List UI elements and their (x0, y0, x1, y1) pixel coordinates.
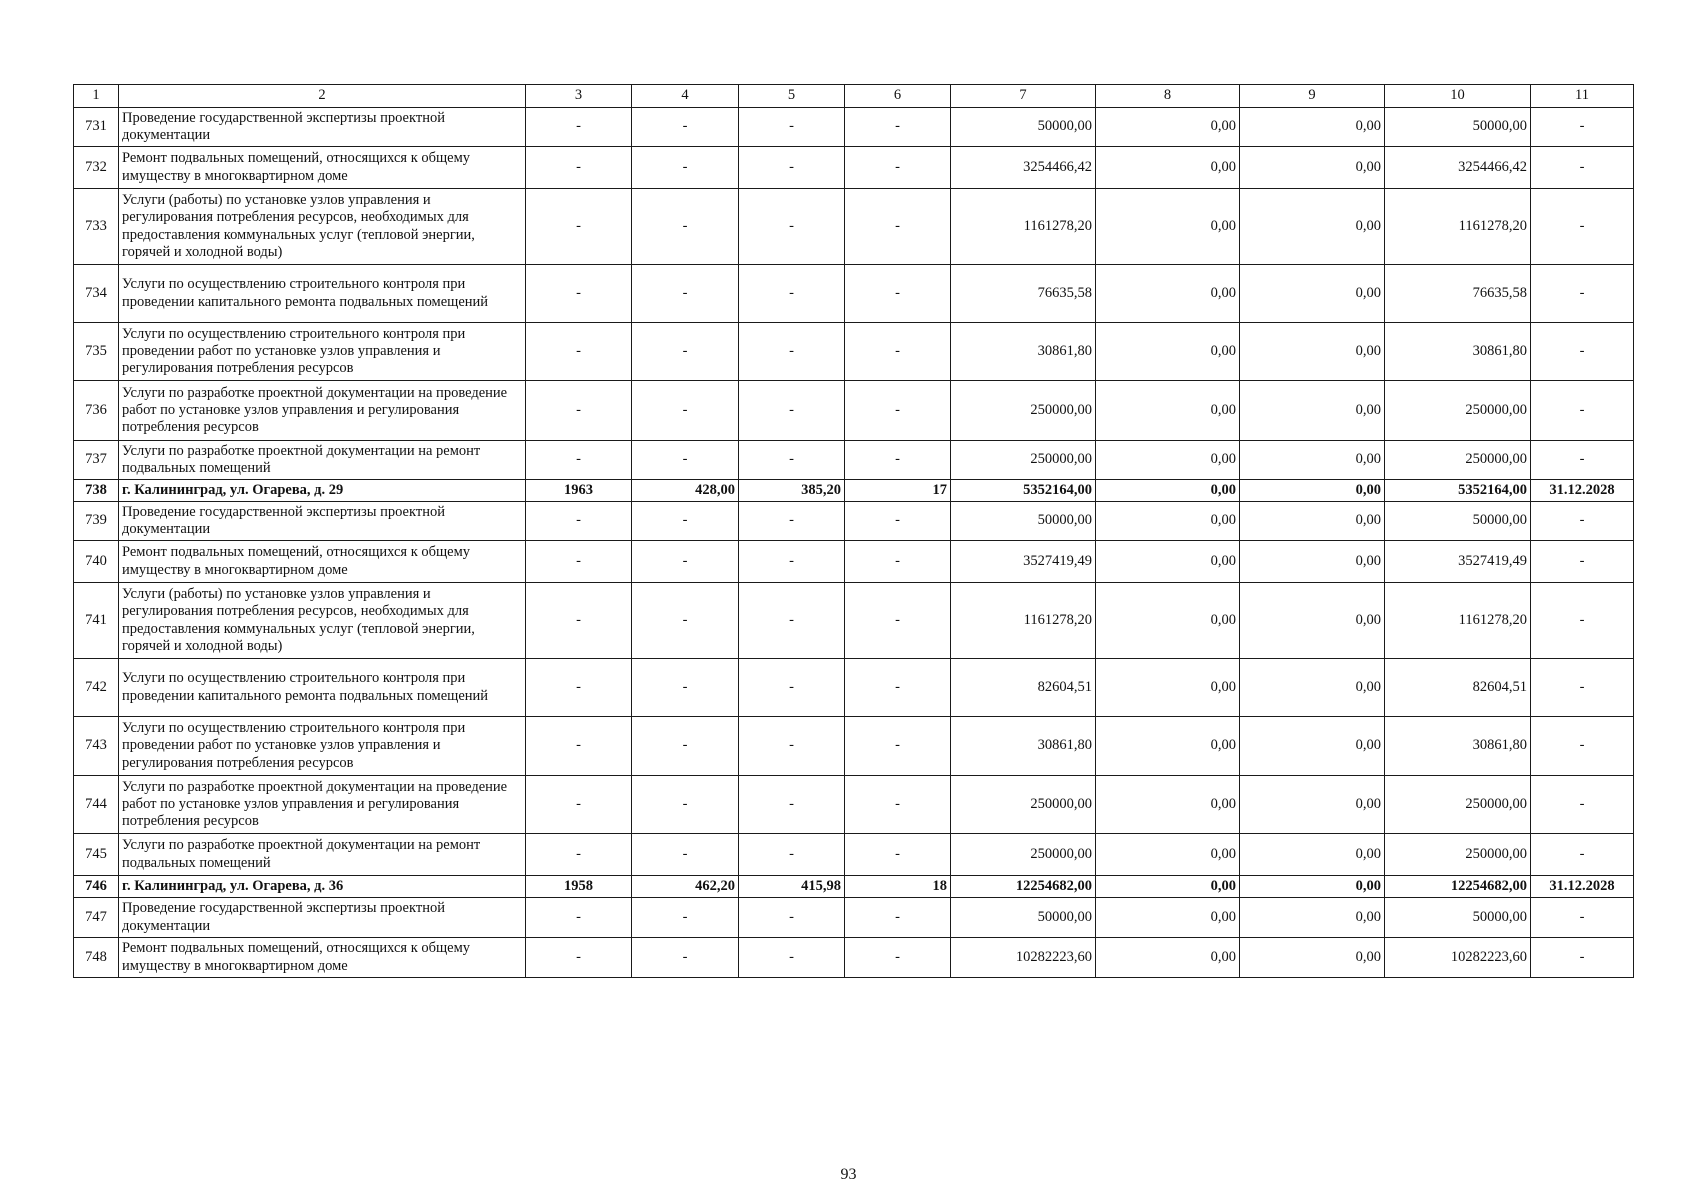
cell-col-4: - (632, 776, 739, 834)
cell-col-8: 0,00 (1096, 659, 1240, 717)
cell-col-10: 12254682,00 (1385, 876, 1531, 898)
cell-col-11: - (1531, 189, 1634, 265)
cell-col-4: - (632, 323, 739, 381)
cell-col-6: - (845, 441, 951, 480)
table-row (74, 381, 1634, 441)
cell-col-5: - (739, 583, 845, 659)
cell-col-10: 3527419,49 (1385, 541, 1531, 583)
cell-col-8: 0,00 (1096, 189, 1240, 265)
row-name: Услуги по осуществлению строительного контроля при проведении работ по установке узлов управления и регулирования потребления ресурсов (119, 323, 526, 381)
table-row (74, 898, 1634, 938)
cell-col-11: 31.12.2028 (1531, 876, 1634, 898)
cell-col-6: - (845, 717, 951, 776)
header-cell: 7 (951, 85, 1096, 108)
row-name: Услуги по осуществлению строительного контроля при проведении капитального ремонта подвальных помещений (119, 265, 526, 323)
cell-col-3: 1963 (526, 480, 632, 502)
table-row (74, 189, 1634, 265)
cell-col-5: - (739, 323, 845, 381)
cell-col-4: - (632, 541, 739, 583)
cell-col-3: - (526, 189, 632, 265)
cell-col-9: 0,00 (1240, 265, 1385, 323)
row-number: 739 (74, 502, 119, 541)
row-number: 733 (74, 189, 119, 265)
table-row (74, 502, 1634, 541)
cell-col-3: - (526, 541, 632, 583)
table-row (74, 717, 1634, 776)
cell-col-10: 250000,00 (1385, 776, 1531, 834)
row-name: Услуги по осуществлению строительного контроля при проведении капитального ремонта подвальных помещений (119, 659, 526, 717)
cell-col-6: - (845, 189, 951, 265)
cell-col-10: 5352164,00 (1385, 480, 1531, 502)
header-cell: 9 (1240, 85, 1385, 108)
cell-col-9: 0,00 (1240, 147, 1385, 189)
cell-col-4: 428,00 (632, 480, 739, 502)
cell-col-11: 31.12.2028 (1531, 480, 1634, 502)
cell-col-11: - (1531, 108, 1634, 147)
header-cell: 5 (739, 85, 845, 108)
cell-col-11: - (1531, 441, 1634, 480)
cell-col-8: 0,00 (1096, 147, 1240, 189)
cell-col-11: - (1531, 938, 1634, 978)
cell-col-6: - (845, 834, 951, 876)
cell-col-7: 76635,58 (951, 265, 1096, 323)
cell-col-5: - (739, 834, 845, 876)
cell-col-9: 0,00 (1240, 189, 1385, 265)
cell-col-3: - (526, 502, 632, 541)
row-name: Услуги по разработке проектной документации на проведение работ по установке узлов управления и регулирования потребления ресурсов (119, 776, 526, 834)
cell-col-5: - (739, 189, 845, 265)
cell-col-7: 250000,00 (951, 381, 1096, 441)
cell-col-11: - (1531, 323, 1634, 381)
row-number: 740 (74, 541, 119, 583)
cell-col-9: 0,00 (1240, 717, 1385, 776)
cell-col-3: 1958 (526, 876, 632, 898)
cell-col-8: 0,00 (1096, 323, 1240, 381)
cell-col-6: - (845, 323, 951, 381)
header-row (74, 85, 1634, 108)
cell-col-3: - (526, 898, 632, 938)
row-number: 746 (74, 876, 119, 898)
cell-col-8: 0,00 (1096, 108, 1240, 147)
cell-col-11: - (1531, 717, 1634, 776)
cell-col-9: 0,00 (1240, 776, 1385, 834)
cell-col-7: 3527419,49 (951, 541, 1096, 583)
table-row (74, 776, 1634, 834)
cell-col-4: - (632, 834, 739, 876)
row-name: Услуги по разработке проектной документации на ремонт подвальных помещений (119, 441, 526, 480)
data-table (73, 84, 1634, 978)
cell-col-6: - (845, 776, 951, 834)
table-row (74, 938, 1634, 978)
cell-col-9: 0,00 (1240, 876, 1385, 898)
cell-col-8: 0,00 (1096, 480, 1240, 502)
cell-col-7: 250000,00 (951, 441, 1096, 480)
cell-col-11: - (1531, 583, 1634, 659)
header-cell: 1 (74, 85, 119, 108)
cell-col-7: 30861,80 (951, 323, 1096, 381)
cell-col-3: - (526, 323, 632, 381)
table-row (74, 441, 1634, 480)
cell-col-7: 250000,00 (951, 776, 1096, 834)
row-name: Услуги по осуществлению строительного контроля при проведении работ по установке узлов управления и регулирования потребления ресурсов (119, 717, 526, 776)
cell-col-4: - (632, 147, 739, 189)
cell-col-7: 5352164,00 (951, 480, 1096, 502)
header-cell: 3 (526, 85, 632, 108)
cell-col-10: 50000,00 (1385, 108, 1531, 147)
cell-col-6: - (845, 583, 951, 659)
cell-col-8: 0,00 (1096, 834, 1240, 876)
cell-col-6: - (845, 659, 951, 717)
cell-col-11: - (1531, 776, 1634, 834)
cell-col-9: 0,00 (1240, 480, 1385, 502)
row-number: 732 (74, 147, 119, 189)
cell-col-5: - (739, 381, 845, 441)
header-cell: 4 (632, 85, 739, 108)
cell-col-9: 0,00 (1240, 502, 1385, 541)
row-number: 735 (74, 323, 119, 381)
cell-col-5: - (739, 147, 845, 189)
cell-col-11: - (1531, 265, 1634, 323)
cell-col-7: 82604,51 (951, 659, 1096, 717)
cell-col-3: - (526, 381, 632, 441)
cell-col-5: - (739, 265, 845, 323)
cell-col-8: 0,00 (1096, 541, 1240, 583)
table-row (74, 265, 1634, 323)
row-number: 744 (74, 776, 119, 834)
cell-col-6: - (845, 898, 951, 938)
cell-col-6: - (845, 381, 951, 441)
cell-col-9: 0,00 (1240, 834, 1385, 876)
cell-col-4: - (632, 717, 739, 776)
cell-col-4: - (632, 189, 739, 265)
cell-col-10: 250000,00 (1385, 441, 1531, 480)
row-name: г. Калининград, ул. Огарева, д. 36 (119, 876, 526, 898)
cell-col-10: 50000,00 (1385, 502, 1531, 541)
cell-col-10: 250000,00 (1385, 834, 1531, 876)
cell-col-7: 1161278,20 (951, 189, 1096, 265)
address-row (74, 876, 1634, 898)
cell-col-7: 12254682,00 (951, 876, 1096, 898)
cell-col-3: - (526, 659, 632, 717)
table-body (74, 108, 1634, 978)
cell-col-5: - (739, 659, 845, 717)
cell-col-10: 3254466,42 (1385, 147, 1531, 189)
cell-col-6: - (845, 938, 951, 978)
row-number: 741 (74, 583, 119, 659)
row-name: Ремонт подвальных помещений, относящихся к общему имуществу в многоквартирном доме (119, 938, 526, 978)
cell-col-6: - (845, 541, 951, 583)
cell-col-7: 10282223,60 (951, 938, 1096, 978)
cell-col-3: - (526, 717, 632, 776)
cell-col-6: - (845, 502, 951, 541)
cell-col-6: 18 (845, 876, 951, 898)
cell-col-5: - (739, 502, 845, 541)
cell-col-5: - (739, 441, 845, 480)
cell-col-5: - (739, 541, 845, 583)
row-number: 743 (74, 717, 119, 776)
address-row (74, 480, 1634, 502)
cell-col-3: - (526, 147, 632, 189)
row-name: Проведение государственной экспертизы проектной документации (119, 108, 526, 147)
cell-col-11: - (1531, 834, 1634, 876)
cell-col-8: 0,00 (1096, 381, 1240, 441)
cell-col-3: - (526, 834, 632, 876)
cell-col-11: - (1531, 502, 1634, 541)
cell-col-9: 0,00 (1240, 659, 1385, 717)
cell-col-7: 50000,00 (951, 108, 1096, 147)
cell-col-7: 3254466,42 (951, 147, 1096, 189)
cell-col-5: - (739, 938, 845, 978)
cell-col-8: 0,00 (1096, 898, 1240, 938)
cell-col-4: - (632, 898, 739, 938)
row-name: Услуги по разработке проектной документации на ремонт подвальных помещений (119, 834, 526, 876)
table-row (74, 541, 1634, 583)
cell-col-4: - (632, 441, 739, 480)
row-number: 747 (74, 898, 119, 938)
header-cell: 2 (119, 85, 526, 108)
row-name: г. Калининград, ул. Огарева, д. 29 (119, 480, 526, 502)
cell-col-10: 76635,58 (1385, 265, 1531, 323)
cell-col-10: 50000,00 (1385, 898, 1531, 938)
table-row (74, 108, 1634, 147)
cell-col-9: 0,00 (1240, 323, 1385, 381)
row-number: 738 (74, 480, 119, 502)
cell-col-10: 30861,80 (1385, 323, 1531, 381)
row-number: 748 (74, 938, 119, 978)
cell-col-8: 0,00 (1096, 776, 1240, 834)
cell-col-11: - (1531, 659, 1634, 717)
row-name: Проведение государственной экспертизы проектной документации (119, 502, 526, 541)
cell-col-5: - (739, 776, 845, 834)
cell-col-9: 0,00 (1240, 583, 1385, 659)
cell-col-5: 385,20 (739, 480, 845, 502)
cell-col-9: 0,00 (1240, 108, 1385, 147)
table-row (74, 659, 1634, 717)
cell-col-7: 1161278,20 (951, 583, 1096, 659)
row-name: Услуги по разработке проектной документации на проведение работ по установке узлов управления и регулирования потребления ресурсов (119, 381, 526, 441)
page-number: 93 (840, 1166, 857, 1183)
row-number: 731 (74, 108, 119, 147)
table-row (74, 147, 1634, 189)
cell-col-11: - (1531, 381, 1634, 441)
row-number: 742 (74, 659, 119, 717)
cell-col-5: - (739, 898, 845, 938)
row-number: 734 (74, 265, 119, 323)
cell-col-8: 0,00 (1096, 441, 1240, 480)
cell-col-11: - (1531, 898, 1634, 938)
cell-col-8: 0,00 (1096, 265, 1240, 323)
cell-col-4: 462,20 (632, 876, 739, 898)
cell-col-11: - (1531, 541, 1634, 583)
cell-col-8: 0,00 (1096, 876, 1240, 898)
cell-col-3: - (526, 108, 632, 147)
row-number: 737 (74, 441, 119, 480)
cell-col-10: 1161278,20 (1385, 189, 1531, 265)
cell-col-8: 0,00 (1096, 583, 1240, 659)
cell-col-8: 0,00 (1096, 938, 1240, 978)
cell-col-4: - (632, 265, 739, 323)
cell-col-4: - (632, 938, 739, 978)
row-name: Проведение государственной экспертизы проектной документации (119, 898, 526, 938)
cell-col-4: - (632, 583, 739, 659)
cell-col-4: - (632, 381, 739, 441)
cell-col-9: 0,00 (1240, 441, 1385, 480)
cell-col-4: - (632, 659, 739, 717)
table-row (74, 834, 1634, 876)
cell-col-7: 250000,00 (951, 834, 1096, 876)
row-number: 745 (74, 834, 119, 876)
cell-col-6: - (845, 108, 951, 147)
row-number: 736 (74, 381, 119, 441)
cell-col-6: 17 (845, 480, 951, 502)
cell-col-9: 0,00 (1240, 381, 1385, 441)
cell-col-9: 0,00 (1240, 938, 1385, 978)
cell-col-4: - (632, 108, 739, 147)
row-name: Услуги (работы) по установке узлов управления и регулирования потребления ресурсов, необходимых для предоставления коммунальных услуг (тепловой энергии, горячей и холодной воды) (119, 189, 526, 265)
row-name: Услуги (работы) по установке узлов управления и регулирования потребления ресурсов, необходимых для предоставления коммунальных услуг (тепловой энергии, горячей и холодной воды) (119, 583, 526, 659)
cell-col-3: - (526, 938, 632, 978)
cell-col-10: 10282223,60 (1385, 938, 1531, 978)
cell-col-10: 82604,51 (1385, 659, 1531, 717)
header-cell: 8 (1096, 85, 1240, 108)
cell-col-10: 30861,80 (1385, 717, 1531, 776)
table-row (74, 323, 1634, 381)
cell-col-4: - (632, 502, 739, 541)
row-name: Ремонт подвальных помещений, относящихся к общему имуществу в многоквартирном доме (119, 541, 526, 583)
cell-col-9: 0,00 (1240, 541, 1385, 583)
cell-col-3: - (526, 776, 632, 834)
table-row (74, 583, 1634, 659)
cell-col-3: - (526, 441, 632, 480)
header-cell: 11 (1531, 85, 1634, 108)
cell-col-7: 30861,80 (951, 717, 1096, 776)
cell-col-6: - (845, 265, 951, 323)
cell-col-6: - (845, 147, 951, 189)
cell-col-3: - (526, 583, 632, 659)
cell-col-3: - (526, 265, 632, 323)
cell-col-11: - (1531, 147, 1634, 189)
cell-col-5: - (739, 108, 845, 147)
cell-col-10: 250000,00 (1385, 381, 1531, 441)
row-name: Ремонт подвальных помещений, относящихся к общему имуществу в многоквартирном доме (119, 147, 526, 189)
cell-col-8: 0,00 (1096, 717, 1240, 776)
cell-col-7: 50000,00 (951, 502, 1096, 541)
cell-col-7: 50000,00 (951, 898, 1096, 938)
cell-col-5: - (739, 717, 845, 776)
header-cell: 10 (1385, 85, 1531, 108)
cell-col-9: 0,00 (1240, 898, 1385, 938)
cell-col-8: 0,00 (1096, 502, 1240, 541)
cell-col-10: 1161278,20 (1385, 583, 1531, 659)
header-cell: 6 (845, 85, 951, 108)
cell-col-5: 415,98 (739, 876, 845, 898)
